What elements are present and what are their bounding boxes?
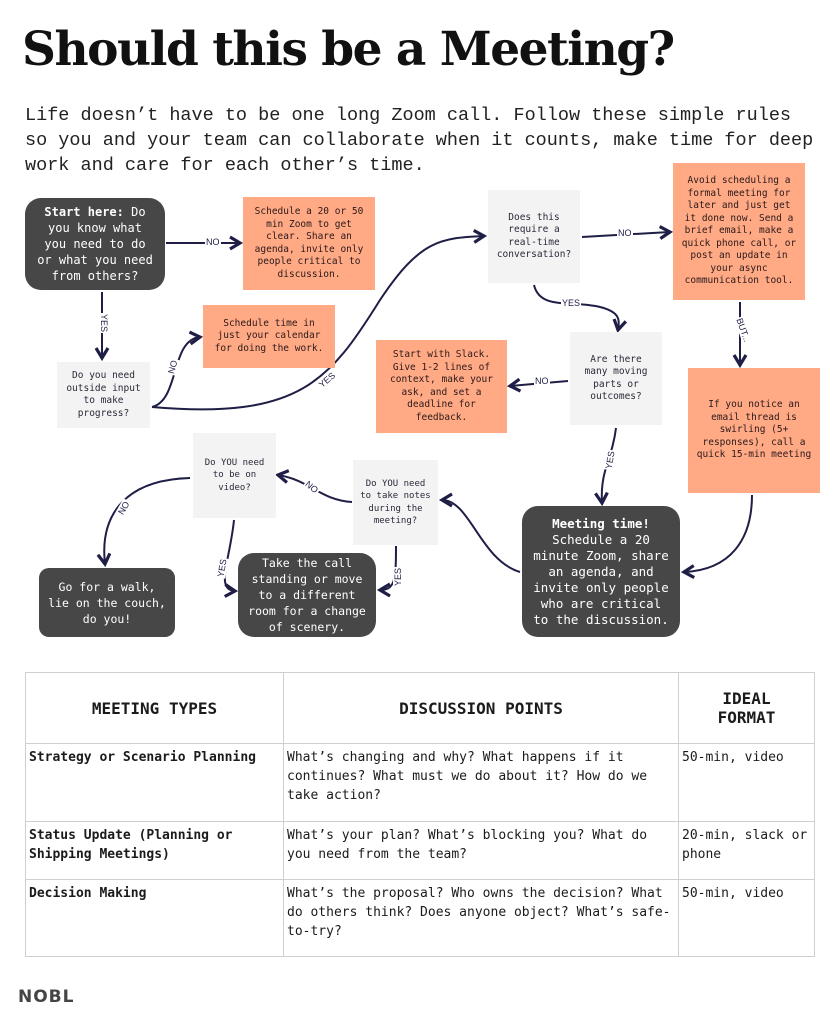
meeting-types-table [25,672,815,957]
table-row [26,880,815,957]
meeting-time-node [522,506,680,637]
label-yes: YES [603,450,617,470]
walk-node: Go for a walk, lie on the couch, do you! [39,568,175,637]
table-row [26,744,815,822]
schedule-clear-node: Schedule a 20 or 50 min Zoom to get clear. Share an agenda, invite only people critical to discussion. [243,197,375,290]
meeting-text: Schedule a 20 minute Zoom, share an agenda, and invite only people who are critical to the discussion. [533,531,669,627]
header-discussion-points: DISCUSSION POINTS [284,673,679,744]
page-subtitle: Life doesn’t have to be one long Zoom call. Follow these simple rules so you and your team can collaborate when it counts, make time for deep work and care for each other’s time. [25,105,814,176]
meeting-type: Strategy or Scenario Planning [26,744,284,822]
notes-node: Do YOU need to take notes during the meeting? [353,460,438,545]
label-yes: YES [316,370,338,390]
real-time-node: Does this require a real-time conversation? [488,190,580,283]
start-label: Start here: [44,205,124,219]
header-ideal-format: IDEAL FORMAT [679,673,815,744]
standing-node: Take the call standing or move to a different room for a change of scenery. [238,553,376,637]
label-no: NO [618,228,632,238]
label-yes: YES [99,313,110,333]
start-question: Do you know what you need to do or what you need from others? [37,205,153,283]
avoid-meeting-node: Avoid scheduling a formal meeting for later and just get it done now. Send a brief email, make a quick phone call, or post an update in your async communication tool. [673,163,805,300]
slack-node: Start with Slack. Give 1-2 lines of context, make your ask, and set a deadline for feedback. [376,340,507,433]
label-no: NO [303,478,321,496]
page-title: Should this be a Meeting? [22,22,674,77]
ideal-format: 50-min, video [679,744,815,822]
meeting-type: Decision Making [26,880,284,957]
label-but: BUT... [734,316,753,344]
email-thread-node: If you notice an email thread is swirling (5+ responses), call a quick 15-min meeting [688,368,820,493]
arrow-email-meeting [684,495,752,572]
label-no: NO [116,499,132,517]
nobl-logo: NOBL [18,987,75,1007]
start-node [25,198,165,290]
label-no: NO [206,237,220,247]
label-yes: YES [393,567,404,587]
video-node: Do YOU need to be on video? [193,433,276,518]
arrow-video-no [104,478,190,564]
moving-parts-node: Are there many moving parts or outcomes? [570,332,662,425]
label-yes: YES [215,558,229,578]
meeting-type: Status Update (Planning or Shipping Meetings) [26,822,284,880]
arrow-meeting-notes [442,500,520,572]
ideal-format: 20-min, slack or phone [679,822,815,880]
outside-input-node: Do you need outside input to make progress? [57,362,150,428]
arrow-video-yes [225,520,235,591]
meeting-label: Meeting time! [552,515,650,531]
label-no: NO [166,359,180,375]
discussion-points: What’s your plan? What’s blocking you? What do you need from the team? [284,822,679,880]
discussion-points: What’s changing and why? What happens if it continues? What must we do about it? How do we take action? [284,744,679,822]
ideal-format: 50-min, video [679,880,815,957]
header-meeting-types: MEETING TYPES [26,673,284,744]
calendar-node: Schedule time in just your calendar for doing the work. [203,305,335,368]
table-row [26,822,815,880]
label-no: NO [535,376,549,386]
table-header-row [26,673,815,744]
discussion-points: What’s the proposal? Who owns the decision? What do others think? Does anyone object? What’s safe-to-try? [284,880,679,957]
label-yes: YES [562,298,581,308]
